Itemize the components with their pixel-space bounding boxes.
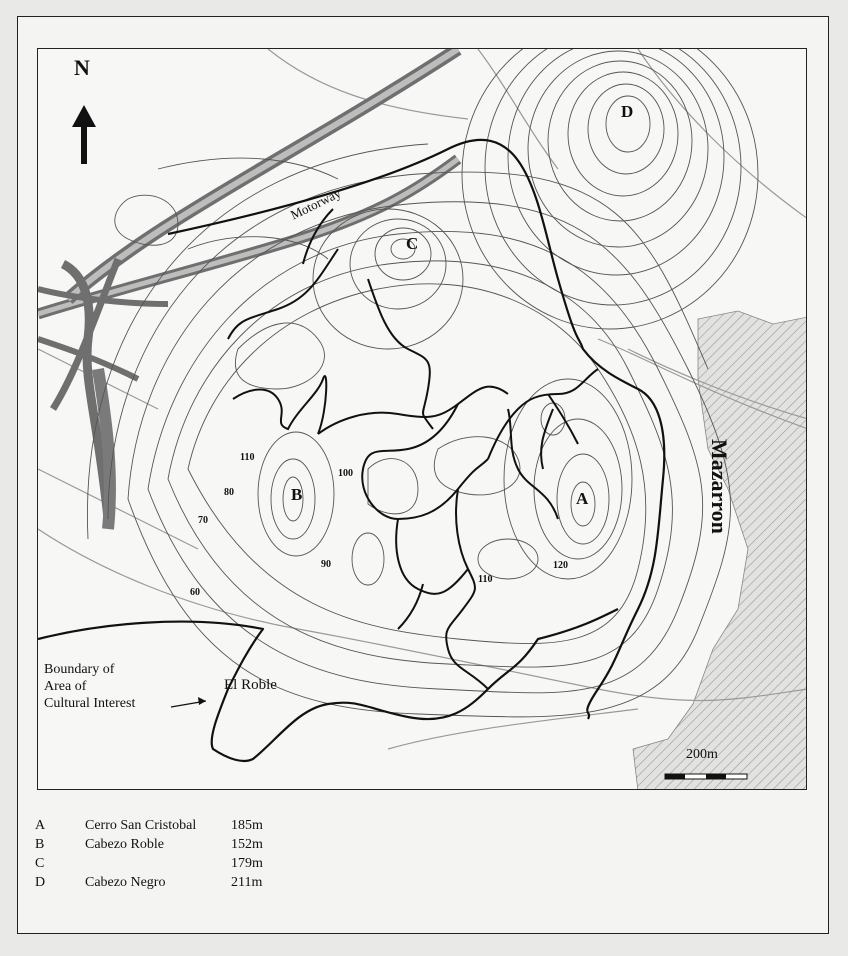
contour-label: 110 bbox=[478, 574, 493, 585]
contour-label: 100 bbox=[338, 468, 353, 479]
contour-label: 60 bbox=[190, 587, 200, 598]
legend-height: 179m bbox=[231, 856, 263, 871]
legend-key: B bbox=[35, 837, 45, 852]
place-label-el-roble: El Roble bbox=[224, 677, 277, 693]
contour-label: 110 bbox=[240, 452, 255, 463]
scale-bar bbox=[665, 774, 747, 779]
contour-label: 120 bbox=[553, 560, 568, 571]
tracks bbox=[228, 209, 598, 689]
legend-key: A bbox=[35, 818, 46, 833]
north-label: N bbox=[74, 55, 90, 80]
topographic-map bbox=[37, 48, 807, 790]
town-label-mazarron: Mazarron bbox=[707, 439, 732, 534]
boundary-label-line: Boundary of bbox=[44, 662, 115, 677]
boundary-pointer-arrow bbox=[171, 697, 206, 707]
motorway-label: Motorway bbox=[288, 185, 344, 223]
scale-label: 200m bbox=[686, 747, 718, 762]
legend-name: Cerro San Cristobal bbox=[85, 818, 197, 833]
contours-hill-d bbox=[462, 49, 758, 329]
peak-c-label: C bbox=[406, 234, 419, 253]
urban-area-hatch bbox=[633, 311, 807, 790]
north-arrow bbox=[72, 105, 96, 164]
boundary-label-line: Area of bbox=[44, 679, 87, 694]
peak-b-label: B bbox=[291, 485, 303, 504]
contour-label: 70 bbox=[198, 515, 208, 526]
legend-name: Cabezo Negro bbox=[85, 875, 166, 890]
boundary-label bbox=[44, 661, 135, 712]
contour-label: 80 bbox=[224, 487, 234, 498]
peak-d-label: D bbox=[621, 102, 634, 121]
minor-roads bbox=[38, 49, 807, 749]
legend-name: Cabezo Roble bbox=[85, 837, 164, 852]
legend-key: C bbox=[35, 856, 45, 871]
legend-height: 152m bbox=[231, 837, 263, 852]
legend-height: 185m bbox=[231, 818, 263, 833]
map-drawing bbox=[38, 49, 807, 790]
legend-height: 211m bbox=[231, 875, 263, 890]
legend-key: D bbox=[35, 875, 46, 890]
boundary-label-line: Cultural Interest bbox=[44, 696, 136, 711]
contour-label: 90 bbox=[321, 559, 331, 570]
peak-a-label: A bbox=[576, 489, 589, 508]
